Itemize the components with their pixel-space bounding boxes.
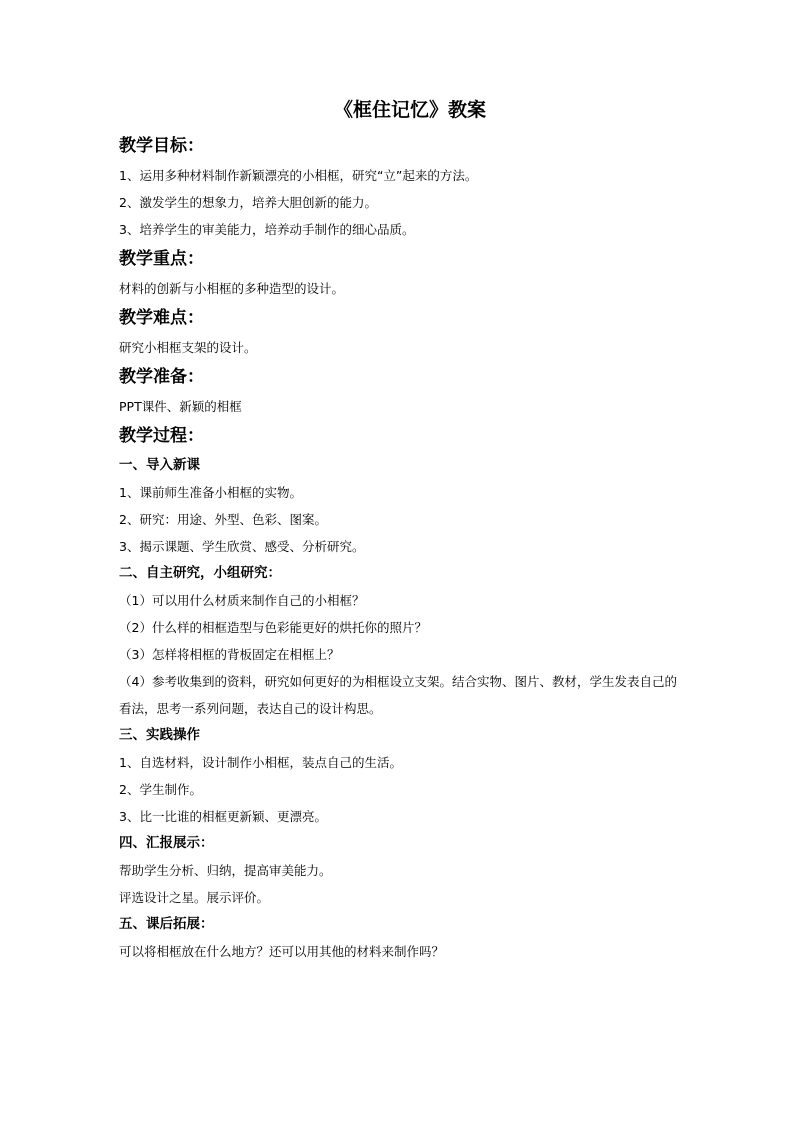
goals-heading: 教学目标： (119, 136, 204, 156)
research-item-1: （1）可以用什么材质来制作自己的小相框？ (119, 593, 365, 608)
goal-item-1: 1、运用多种材料制作新颖漂亮的小相框，研究“立”起来的方法。 (119, 168, 478, 183)
preparation-heading: 教学准备： (119, 367, 204, 387)
document-content (119, 92, 679, 965)
practice-item-2: 2、学生制作。 (119, 782, 202, 797)
key-points-text: 材料的创新与小相框的多种造型的设计。 (119, 281, 345, 296)
report-item-1: 帮助学生分析、归纳，提高审美能力。 (119, 863, 332, 878)
process-heading: 教学过程： (119, 426, 204, 446)
intro-item-1: 1、课前师生准备小相框的实物。 (119, 485, 302, 500)
goal-item-3: 3、培养学生的审美能力，培养动手制作的细心品质。 (119, 222, 415, 237)
practice-item-1: 1、自选材料，设计制作小相框，装点自己的生活。 (119, 755, 402, 770)
extension-item-1: 可以将相框放在什么地方？还可以用其他的材料来制作吗？ (119, 944, 445, 959)
research-item-4: （4）参考收集到的资料，研究如何更好的为相框设立支架。结合实物、图片、教材，学生发表自己的看法，思考一系列问题，表达自己的设计构思。 (119, 674, 677, 716)
practice-heading: 三、实践操作 (119, 727, 200, 743)
report-heading: 四、汇报展示： (119, 835, 214, 851)
goal-item-2: 2、激发学生的想象力，培养大胆创新的能力。 (119, 195, 377, 210)
key-points-heading: 教学重点： (119, 249, 204, 269)
research-item-3: （3）怎样将相框的背板固定在相框上？ (119, 647, 340, 662)
research-item-2: （2）什么样的相框造型与色彩能更好的烘托你的照片？ (119, 620, 427, 635)
extension-heading: 五、课后拓展： (119, 916, 214, 932)
preparation-text: PPT课件、新颖的相框 (119, 399, 242, 414)
intro-item-2: 2、研究：用途、外型、色彩、图案。 (119, 512, 327, 527)
intro-heading: 一、导入新课 (119, 457, 200, 473)
difficulties-heading: 教学难点： (119, 308, 204, 328)
practice-item-3: 3、比一比谁的相框更新颖、更漂亮。 (119, 809, 327, 824)
document-title: 《框住记忆》教案 (333, 99, 486, 121)
intro-item-3: 3、揭示课题、学生欣赏、感受、分析研究。 (119, 539, 365, 554)
report-item-2: 评选设计之星。展示评价。 (119, 890, 270, 905)
research-heading: 二、自主研究，小组研究： (119, 565, 281, 581)
difficulties-text: 研究小相框支架的设计。 (119, 340, 257, 355)
